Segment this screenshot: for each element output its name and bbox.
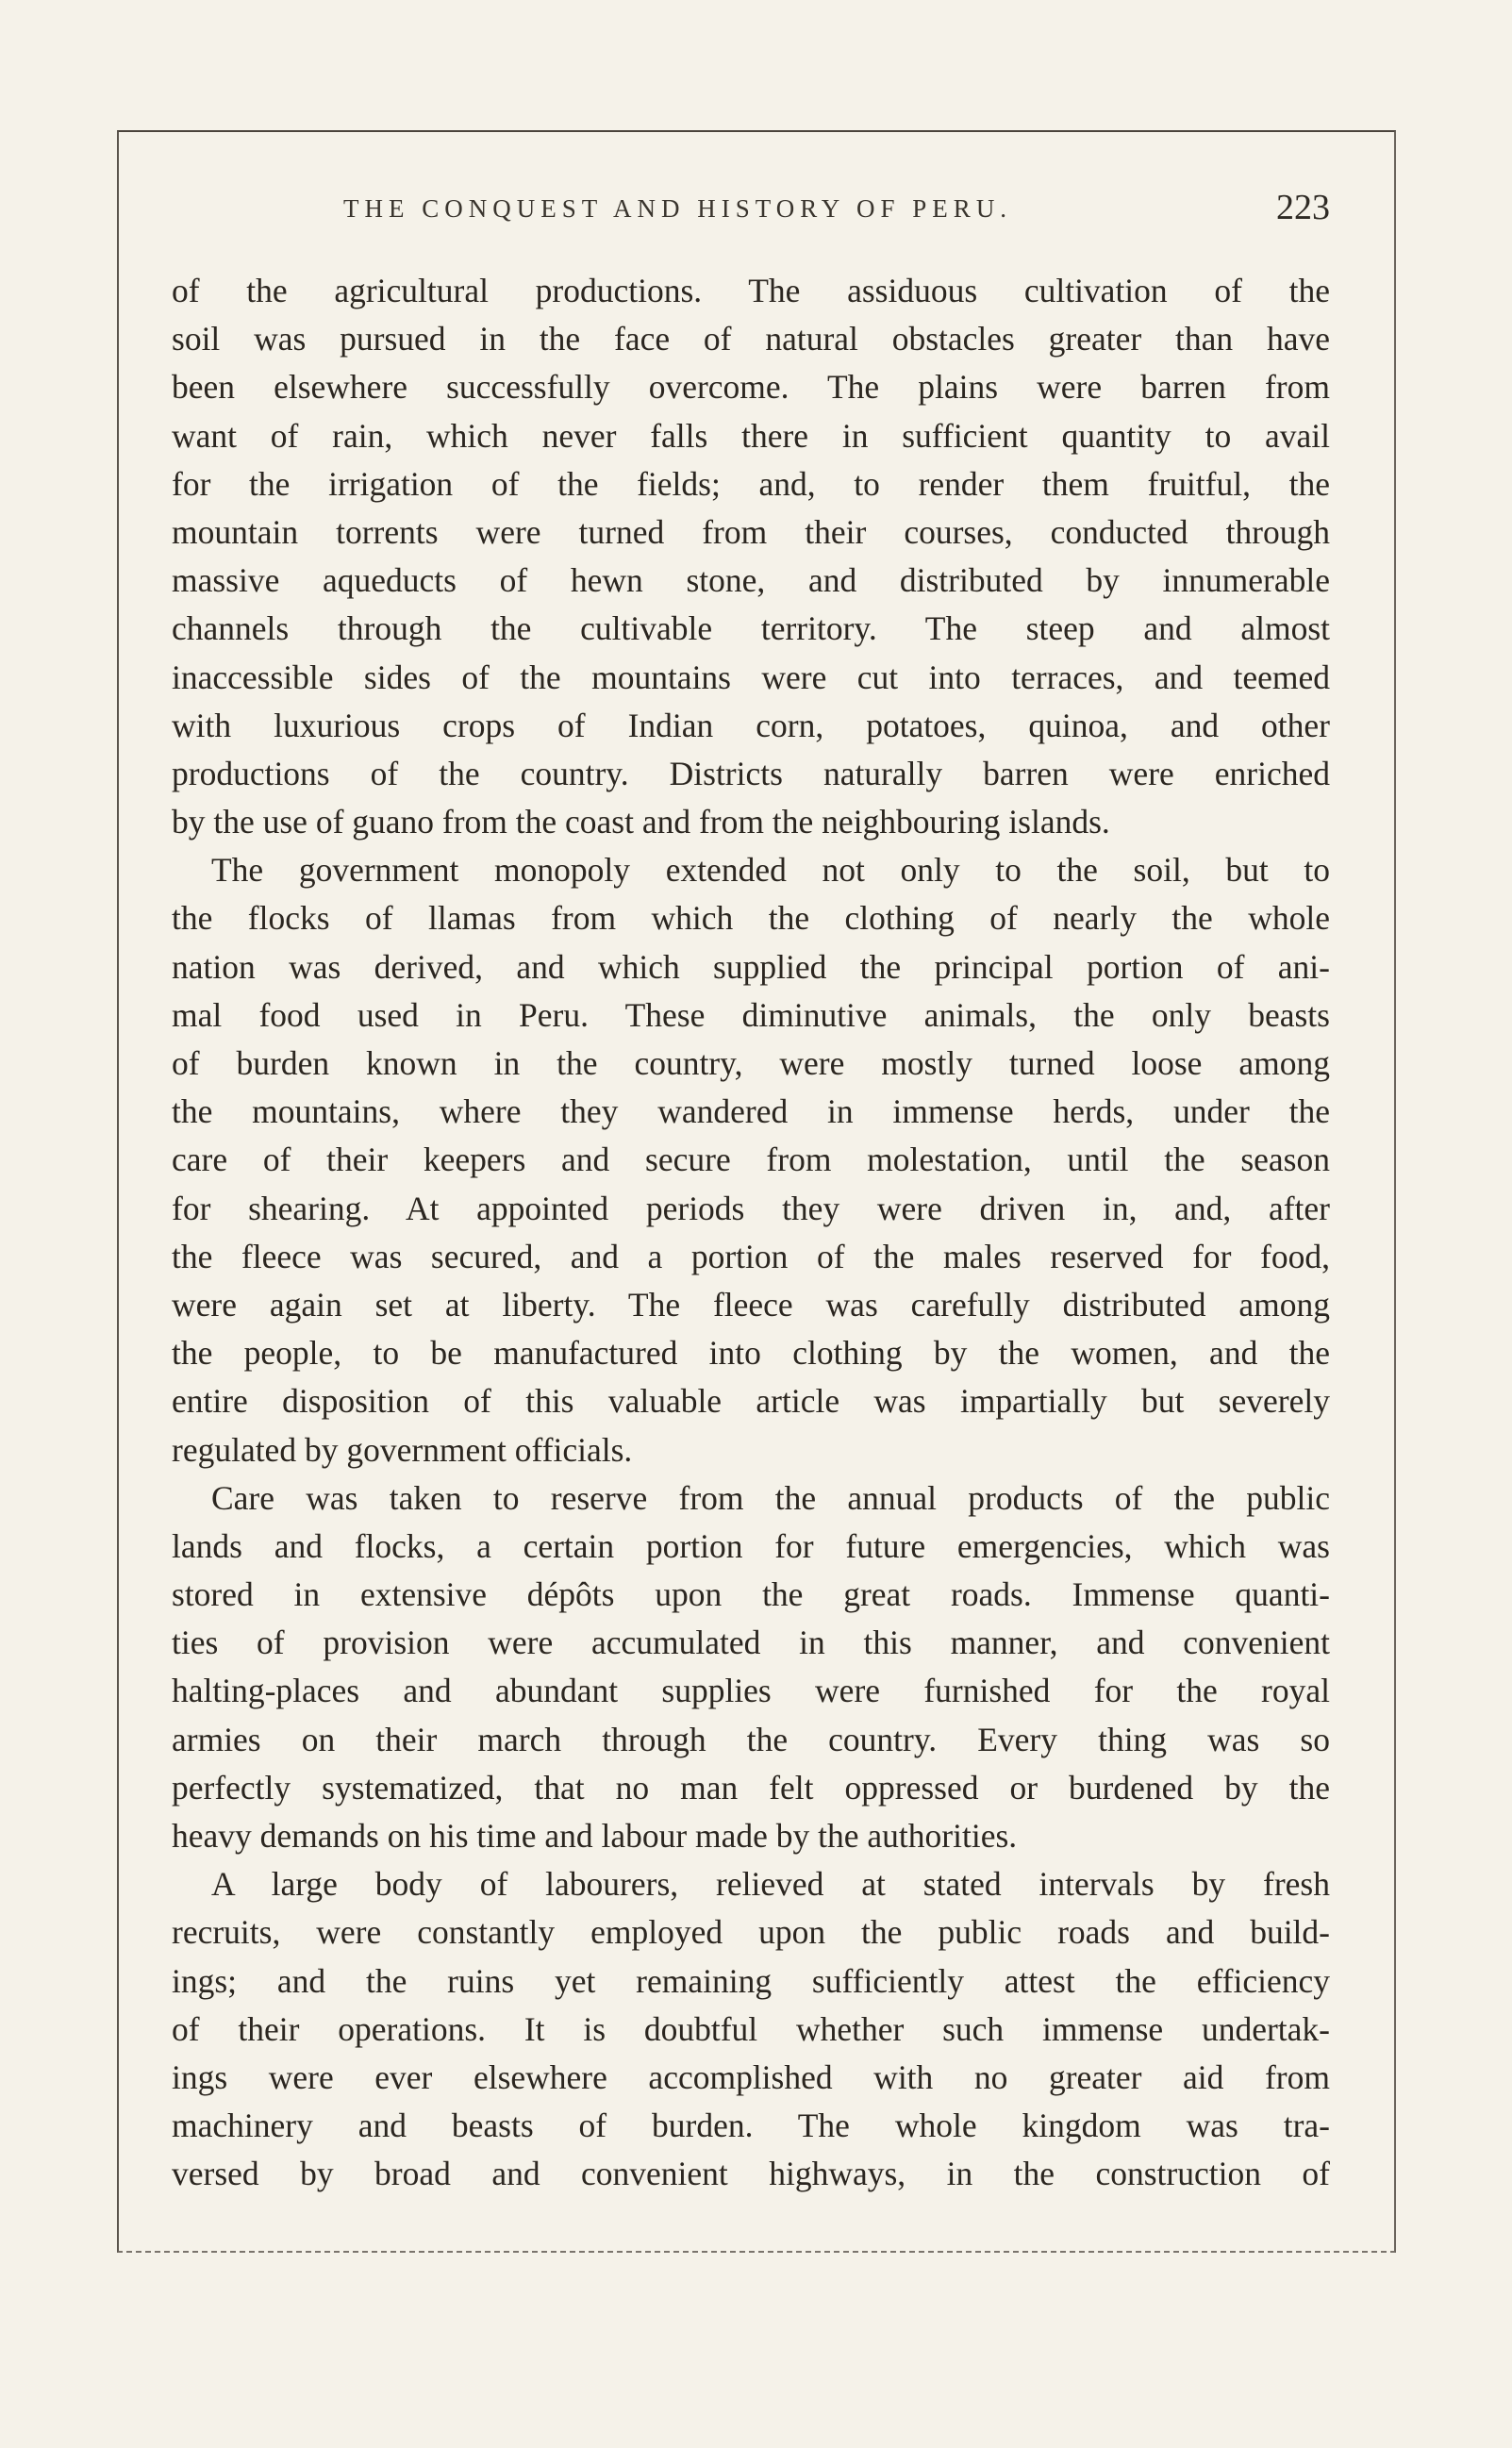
text-line: The government monopoly extended not only to the soil, but to — [211, 851, 1330, 890]
text-line: by the use of guano from the coast and from the neighbouring islands. — [172, 803, 1110, 841]
text-line: nation was derived, and which supplied the principal portion of ani- — [172, 947, 1330, 986]
text-line: productions of the country. Districts naturally barren were enriched — [172, 754, 1330, 792]
text-line: mountain torrents were turned from their courses, conducted through — [172, 512, 1330, 551]
text-line: of their operations. It is doubtful whether such immense undertak- — [172, 2009, 1330, 2048]
text-line: perfectly systematized, that no man felt oppressed or burdened by the — [172, 1768, 1330, 1807]
text-line: stored in extensive dépôts upon the great roads. Immense quanti- — [172, 1575, 1330, 1614]
text-line: Care was taken to reserve from the annual products of the public — [211, 1478, 1330, 1517]
text-line: armies on their march through the country. Every thing was so — [172, 1720, 1330, 1758]
text-line: the fleece was secured, and a portion of the males reserved for food, — [172, 1237, 1330, 1275]
text-line: massive aqueducts of hewn stone, and distributed by innumerable — [172, 561, 1330, 600]
text-line: halting-places and abundant supplies were furnished for the royal — [172, 1672, 1330, 1710]
text-line: for the irrigation of the fields; and, to render them fruitful, the — [172, 464, 1330, 503]
text-line: of the agricultural productions. The assiduous cultivation of the — [172, 272, 1330, 309]
text-line: the mountains, where they wandered in immense herds, under the — [172, 1092, 1330, 1131]
text-line: entire disposition of this valuable article was impartially but severely — [172, 1382, 1330, 1421]
text-line: been elsewhere successfully overcome. The plains were barren from — [172, 368, 1330, 407]
text-line: ings were ever elsewhere accomplished with no greater aid from — [172, 2057, 1330, 2096]
text-line: lands and flocks, a certain portion for future emergencies, which was — [172, 1526, 1330, 1565]
page-header — [117, 187, 1330, 243]
text-line: ings; and the ruins yet remaining sufficiently attest the efficiency — [172, 1961, 1330, 2000]
text-line: regulated by government officials. — [172, 1430, 633, 1469]
text-line: the people, to be manufactured into clothing by the women, and the — [172, 1334, 1330, 1373]
body-text — [172, 267, 1330, 2199]
text-line: channels through the cultivable territory. The steep and almost — [172, 609, 1330, 648]
text-line: heavy demands on his time and labour made by the authorities. — [172, 1817, 1018, 1855]
text-line: A large body of labourers, relieved at stated intervals by fresh — [211, 1865, 1330, 1904]
running-head: THE CONQUEST AND HISTORY OF PERU. — [343, 194, 1013, 223]
text-line: were again set at liberty. The fleece was carefully distributed among — [172, 1285, 1330, 1324]
text-line: of burden known in the country, were mostly turned loose among — [172, 1044, 1330, 1082]
text-line: soil was pursued in the face of natural obstacles greater than have — [172, 320, 1330, 358]
text-line: mal food used in Peru. These diminutive animals, the only beasts — [172, 995, 1330, 1034]
text-line: ties of provision were accumulated in this manner, and convenient — [172, 1624, 1330, 1662]
page-number: 223 — [1276, 188, 1330, 227]
text-line: recruits, were constantly employed upon the public roads and build- — [172, 1913, 1330, 1952]
text-line: the flocks of llamas from which the clothing of nearly the whole — [172, 899, 1330, 938]
text-line: versed by broad and convenient highways, in the construction of — [172, 2155, 1330, 2193]
text-line: with luxurious crops of Indian corn, potatoes, quinoa, and other — [172, 706, 1330, 744]
text-line: machinery and beasts of burden. The whole kingdom was tra- — [172, 2107, 1330, 2145]
text-line: for shearing. At appointed periods they were driven in, and, after — [172, 1189, 1330, 1227]
text-line: inaccessible sides of the mountains were cut into terraces, and teemed — [172, 658, 1330, 696]
text-line: care of their keepers and secure from molestation, until the season — [172, 1141, 1330, 1179]
text-line: want of rain, which never falls there in sufficient quantity to avail — [172, 416, 1330, 455]
